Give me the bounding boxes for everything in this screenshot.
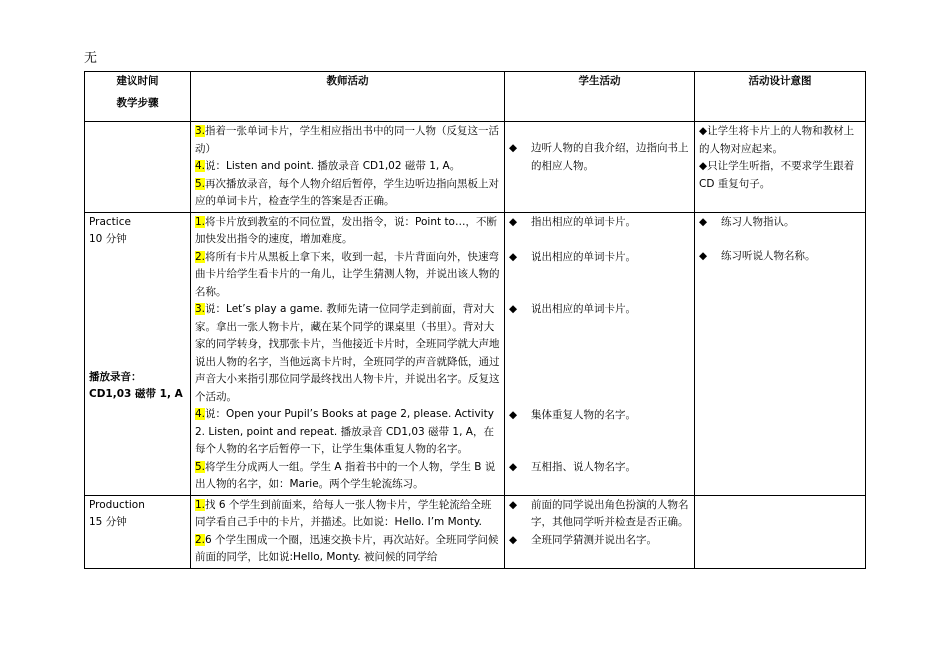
step-cell: [85, 122, 191, 213]
intent-cell: [695, 122, 866, 213]
table-row: [85, 122, 866, 213]
diamond-bullet-icon: ◆: [699, 250, 708, 262]
diamond-bullet-icon: ◆: [509, 302, 518, 315]
teacher-cell: [191, 212, 505, 495]
student-activity: [509, 497, 690, 532]
teacher-step: [195, 406, 500, 459]
student-activity-text: 集体重复人物的名字。: [531, 408, 636, 421]
audio-label: 播放录音：: [89, 370, 142, 383]
step-cell: [85, 495, 191, 568]
student-activity-text: 说出相应的单词卡片。: [531, 250, 636, 263]
student-activity-text: 指出相应的单词卡片。: [531, 215, 636, 228]
header-step-label: 教学步骤: [116, 96, 159, 109]
student-activity-text: 互相指、说人物名字。: [531, 460, 636, 473]
intent-text: 练习人物指认。: [721, 215, 795, 228]
step-text: 6 个学生围成一个圈，迅速交换卡片，再次站好。全班同学问候前面的同学，比如说:Hello, Monty. 被问候的同学给: [195, 533, 499, 563]
diamond-bullet-icon: ◆: [509, 533, 518, 546]
step-name: Production: [89, 498, 145, 511]
student-cell: [505, 495, 695, 568]
student-activity: [509, 407, 636, 425]
header-teacher: 教师活动: [191, 72, 505, 122]
student-activity: [509, 140, 690, 175]
step-text: 说：Let’s play a game. 教师先请一位同学走到前面，背对大家。拿出一张人物卡片，藏在某个同学的课桌里（书里）。背对大家的同学转身，找那张卡片，当他接近卡片时，全班同学就大声地说出人物的名字，当他远离卡片时，全班同学的声音就降低，通过声音大小来指引那位同学最终找出人物卡片，并说出名字。反复这个活动。: [195, 303, 500, 403]
teacher-step: [195, 532, 500, 567]
diamond-bullet-icon: ◆: [509, 408, 518, 421]
step-text: 指着一张单词卡片，学生相应指出书中的同一人物（反复这一活动）: [195, 125, 500, 155]
step-number: 3.: [195, 125, 206, 137]
student-activity: [509, 459, 636, 477]
header-time-step: [85, 72, 191, 122]
intent-text: ◆只让学生听指，不要求学生跟着 CD 重复句子。: [699, 160, 855, 190]
student-activity: [509, 214, 636, 232]
teacher-step: [195, 301, 500, 406]
student-cell: [505, 212, 695, 495]
step-text: 说：Listen and point. 播放录音 CD1,02 磁带 1, A。: [205, 160, 461, 172]
step-text: 将所有卡片从黑板上拿下来，收到一起，卡片背面向外，快速弯曲卡片给学生看卡片的一角儿，让学生猜测人物，并说出该人物的名称。: [195, 250, 500, 298]
step-number: 1.: [195, 215, 206, 228]
teacher-step: [195, 249, 500, 302]
table-header-row: [85, 72, 866, 122]
step-text: 找 6 个学生到前面来，给每人一张人物卡片，学生轮流给全班同学看自己手中的卡片，并描述。比如说：Hello. I’m Monty.: [195, 498, 492, 528]
step-time: 15 分钟: [89, 516, 127, 528]
step-number: 5.: [195, 460, 206, 473]
diamond-bullet-icon: ◆: [509, 142, 518, 154]
step-text: 将卡片放到教室的不同位置，发出指令，说：Point to…，不断加快发出指令的速度，增加难度。: [195, 215, 497, 245]
diamond-bullet-icon: ◆: [699, 215, 708, 228]
step-number: 4.: [195, 408, 206, 420]
header-student: 学生活动: [505, 72, 695, 122]
student-activity: [509, 301, 636, 319]
teacher-step: [195, 158, 500, 176]
intent-cell: [695, 495, 866, 568]
step-text: 再次播放录音，每个人物介绍后暂停，学生边听边指向黑板上对应的单词卡片，检查学生的答案是否正确。: [195, 177, 500, 207]
teacher-cell: [191, 122, 505, 213]
student-activity-text: 说出相应的单词卡片。: [531, 302, 636, 315]
student-activity: [509, 532, 690, 550]
diamond-bullet-icon: ◆: [509, 215, 518, 228]
step-number: 3.: [195, 303, 206, 315]
table-row: [85, 212, 866, 495]
student-activity-text: 前面的同学说出角色扮演的人物名字，其他同学听并检查是否正确。: [531, 498, 689, 528]
student-activity: [509, 249, 636, 267]
table-row: [85, 495, 866, 568]
diamond-bullet-icon: ◆: [509, 498, 518, 511]
step-number: 1.: [195, 498, 206, 511]
intent-item: [699, 248, 861, 266]
diamond-bullet-icon: ◆: [509, 460, 518, 473]
step-number: 2.: [195, 250, 206, 263]
intent-text: ◆让学生将卡片上的人物和教材上的人物对应起来。: [699, 125, 855, 155]
teacher-step: [195, 214, 500, 249]
diamond-bullet-icon: ◆: [509, 250, 518, 263]
step-number: 2.: [195, 533, 206, 546]
step-name: Practice: [89, 215, 131, 228]
step-number: 5.: [195, 177, 206, 190]
teacher-step: [195, 497, 500, 532]
teacher-step: [195, 459, 500, 494]
student-activity-text: 边听人物的自我介绍，边指向书上的相应人物。: [531, 142, 689, 172]
teacher-cell: [191, 495, 505, 568]
step-cell: [85, 212, 191, 495]
step-text: 将学生分成两人一组。学生 A 指着书中的一个人物，学生 B 说出人物的名字，如：Marie。两个学生轮流练习。: [195, 460, 496, 490]
step-text: 说：Open your Pupil’s Books at page 2, please. Activity 2. Listen, point and repeat. 播放录音 CD1,03 磁带 1, A，在每个人物的名字后暂停一下，让学生集体重复人物的名字。: [195, 408, 494, 455]
student-cell: [505, 122, 695, 213]
intent-item: [699, 214, 861, 232]
header-intent: 活动设计意图: [695, 72, 866, 122]
step-number: 4.: [195, 160, 206, 172]
top-note: 无: [84, 51, 98, 66]
teacher-step: [195, 123, 500, 158]
intent-text: 练习听说人物名称。: [721, 250, 816, 262]
student-activity-text: 全班同学猜测并说出名字。: [531, 533, 657, 546]
step-time: 10 分钟: [89, 233, 127, 245]
teacher-step: [195, 176, 500, 211]
audio-ref: CD1,03 磁带 1, A: [89, 388, 183, 400]
header-time-label: 建议时间: [116, 75, 159, 87]
lesson-plan-table: [84, 71, 866, 569]
intent-cell: [695, 212, 866, 495]
